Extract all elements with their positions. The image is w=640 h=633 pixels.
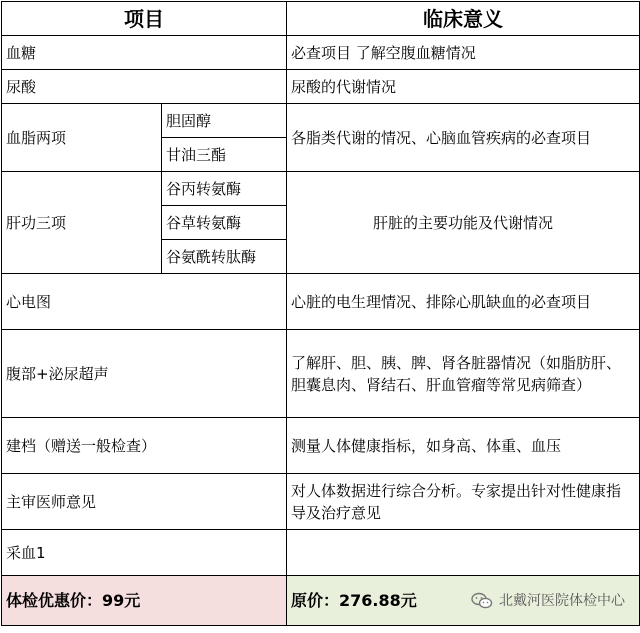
sub-ast: 谷草转氨酶 <box>162 206 287 240</box>
meaning-lipid: 各脂类代谢的情况、心脑血管疾病的必查项目 <box>287 104 640 172</box>
item-ultrasound: 腹部+泌尿超声 <box>2 330 287 418</box>
wechat-icon <box>471 592 493 610</box>
meaning-ecg: 心脏的电生理情况、排除心肌缺血的必查项目 <box>287 274 640 330</box>
meaning-blood <box>287 530 640 576</box>
original-price-cell <box>287 576 640 626</box>
header-row <box>2 2 640 36</box>
watermark-text: 北戴河医院体检中心 <box>499 592 625 609</box>
sub-triglyceride: 甘油三酯 <box>162 138 287 172</box>
meaning-doctor: 对人体数据进行综合分析。专家提出针对性健康指导及治疗意见 <box>287 474 640 530</box>
table-row <box>2 104 640 138</box>
table-row <box>2 530 640 576</box>
item-blood: 采血1 <box>2 530 287 576</box>
meaning-uric: 尿酸的代谢情况 <box>287 70 640 104</box>
sub-cholesterol: 胆固醇 <box>162 104 287 138</box>
table-row <box>2 274 640 330</box>
item-ecg: 心电图 <box>2 274 287 330</box>
table-row <box>2 330 640 418</box>
meaning-record: 测量人体健康指标，如身高、体重、血压 <box>287 418 640 474</box>
original-price: 原价：276.88元 <box>291 590 417 610</box>
price-row <box>2 576 640 626</box>
sub-ggt: 谷氨酰转肽酶 <box>162 240 287 274</box>
header-meaning: 临床意义 <box>287 2 640 36</box>
item-uric: 尿酸 <box>2 70 287 104</box>
table-row <box>2 36 640 70</box>
table-row <box>2 418 640 474</box>
exam-table <box>1 1 640 626</box>
item-liver: 肝功三项 <box>2 172 162 274</box>
item-doctor: 主审医师意见 <box>2 474 287 530</box>
item-glucose: 血糖 <box>2 36 287 70</box>
item-lipid: 血脂两项 <box>2 104 162 172</box>
meaning-ultrasound: 了解肝、胆、胰、脾、肾各脏器情况（如脂肪肝、胆囊息肉、肾结石、肝血管瘤等常见病筛查） <box>287 330 640 418</box>
meaning-liver: 肝脏的主要功能及代谢情况 <box>287 172 640 274</box>
table-row <box>2 172 640 206</box>
meaning-glucose: 必查项目 了解空腹血糖情况 <box>287 36 640 70</box>
table-row <box>2 474 640 530</box>
item-record: 建档（赠送一般检查） <box>2 418 287 474</box>
discount-price: 体检优惠价：99元 <box>2 576 287 626</box>
watermark <box>471 590 625 612</box>
sub-alt: 谷丙转氨酶 <box>162 172 287 206</box>
table-row <box>2 70 640 104</box>
header-item: 项目 <box>2 2 287 36</box>
